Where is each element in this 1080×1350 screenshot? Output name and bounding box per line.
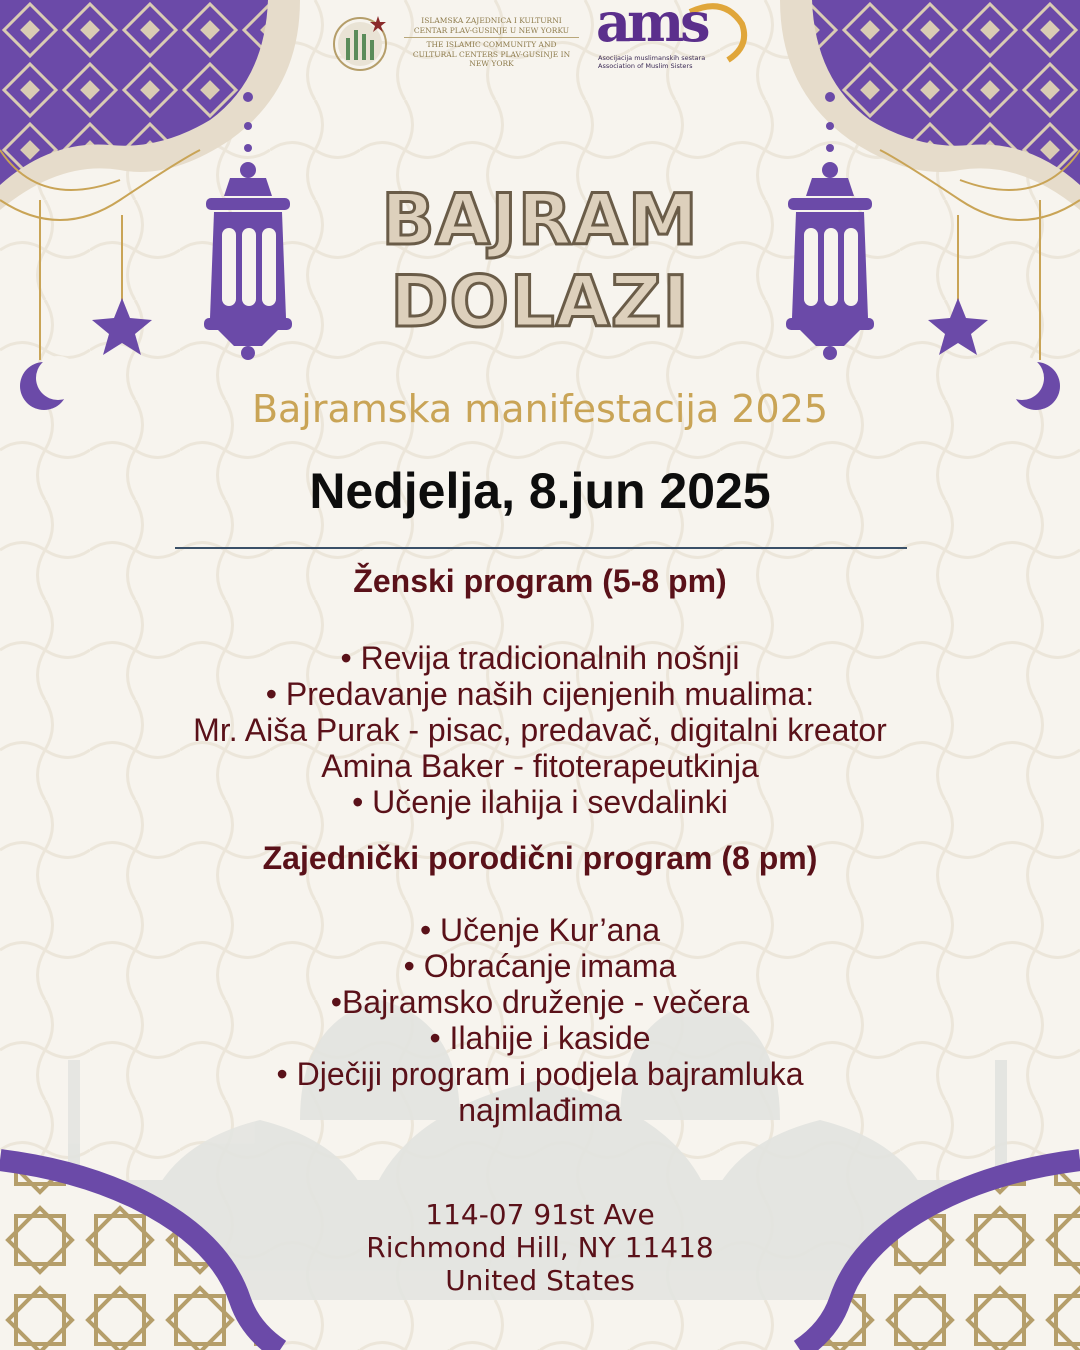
event-address	[0, 1198, 1080, 1297]
divider-line	[175, 547, 907, 549]
address-city: Richmond Hill, NY 11418	[366, 1231, 714, 1264]
list-item: • Predavanje naših cijenjenih mualima:	[265, 676, 815, 712]
family-program-list	[0, 912, 1080, 1128]
list-item: • Dječiji program i podjela bajramluka	[276, 1056, 804, 1092]
org-name-english: THE ISLAMIC COMMUNITY AND CULTURAL CENTERS PLAV-GUSINJE IN NEW YORK	[404, 37, 579, 69]
list-item: •Bajramsko druženje - večera	[330, 984, 750, 1020]
event-subtitle: Bajramska manifestacija 2025	[251, 387, 829, 431]
headline-line-2: DOLAZI	[390, 261, 690, 343]
ams-subtitle-english: Association of Muslim Sisters	[598, 61, 693, 70]
list-item: • Učenje Kur’ana	[419, 912, 661, 948]
mosque-crescent-logo-icon	[330, 12, 396, 72]
women-program-list	[0, 640, 1080, 820]
list-item: Mr. Aiša Purak - pisac, predavač, digitalni kreator	[193, 712, 887, 748]
family-program-heading: Zajednički porodični program (8 pm)	[262, 840, 818, 876]
list-item: • Obraćanje imama	[403, 948, 677, 984]
list-item: • Revija tradicionalnih nošnji	[340, 640, 740, 676]
women-program-heading: Ženski program (5-8 pm)	[353, 563, 727, 599]
list-item: Amina Baker - fitoterapeutkinja	[321, 748, 759, 784]
address-country: United States	[445, 1264, 635, 1297]
address-street: 114-07 91st Ave	[425, 1198, 655, 1231]
headline-line-1: BAJRAM	[381, 179, 699, 261]
list-item: najmlađima	[458, 1092, 622, 1128]
ams-wordmark: ams	[596, 0, 707, 54]
ams-logo	[594, 0, 754, 72]
list-item: • Učenje ilahija i sevdalinki	[352, 784, 728, 820]
org-name-local: ISLAMSKA ZAJEDNICA I KULTURNI CENTAR PLAV-GUSINJE U NEW YORKU	[413, 16, 570, 35]
event-date: Nedjelja, 8.jun 2025	[309, 463, 771, 519]
islamic-community-logo	[330, 12, 575, 72]
list-item: • Ilahije i kaside	[429, 1020, 651, 1056]
ams-subtitle-local: Asocijacija muslimanskih sestara	[598, 54, 706, 62]
